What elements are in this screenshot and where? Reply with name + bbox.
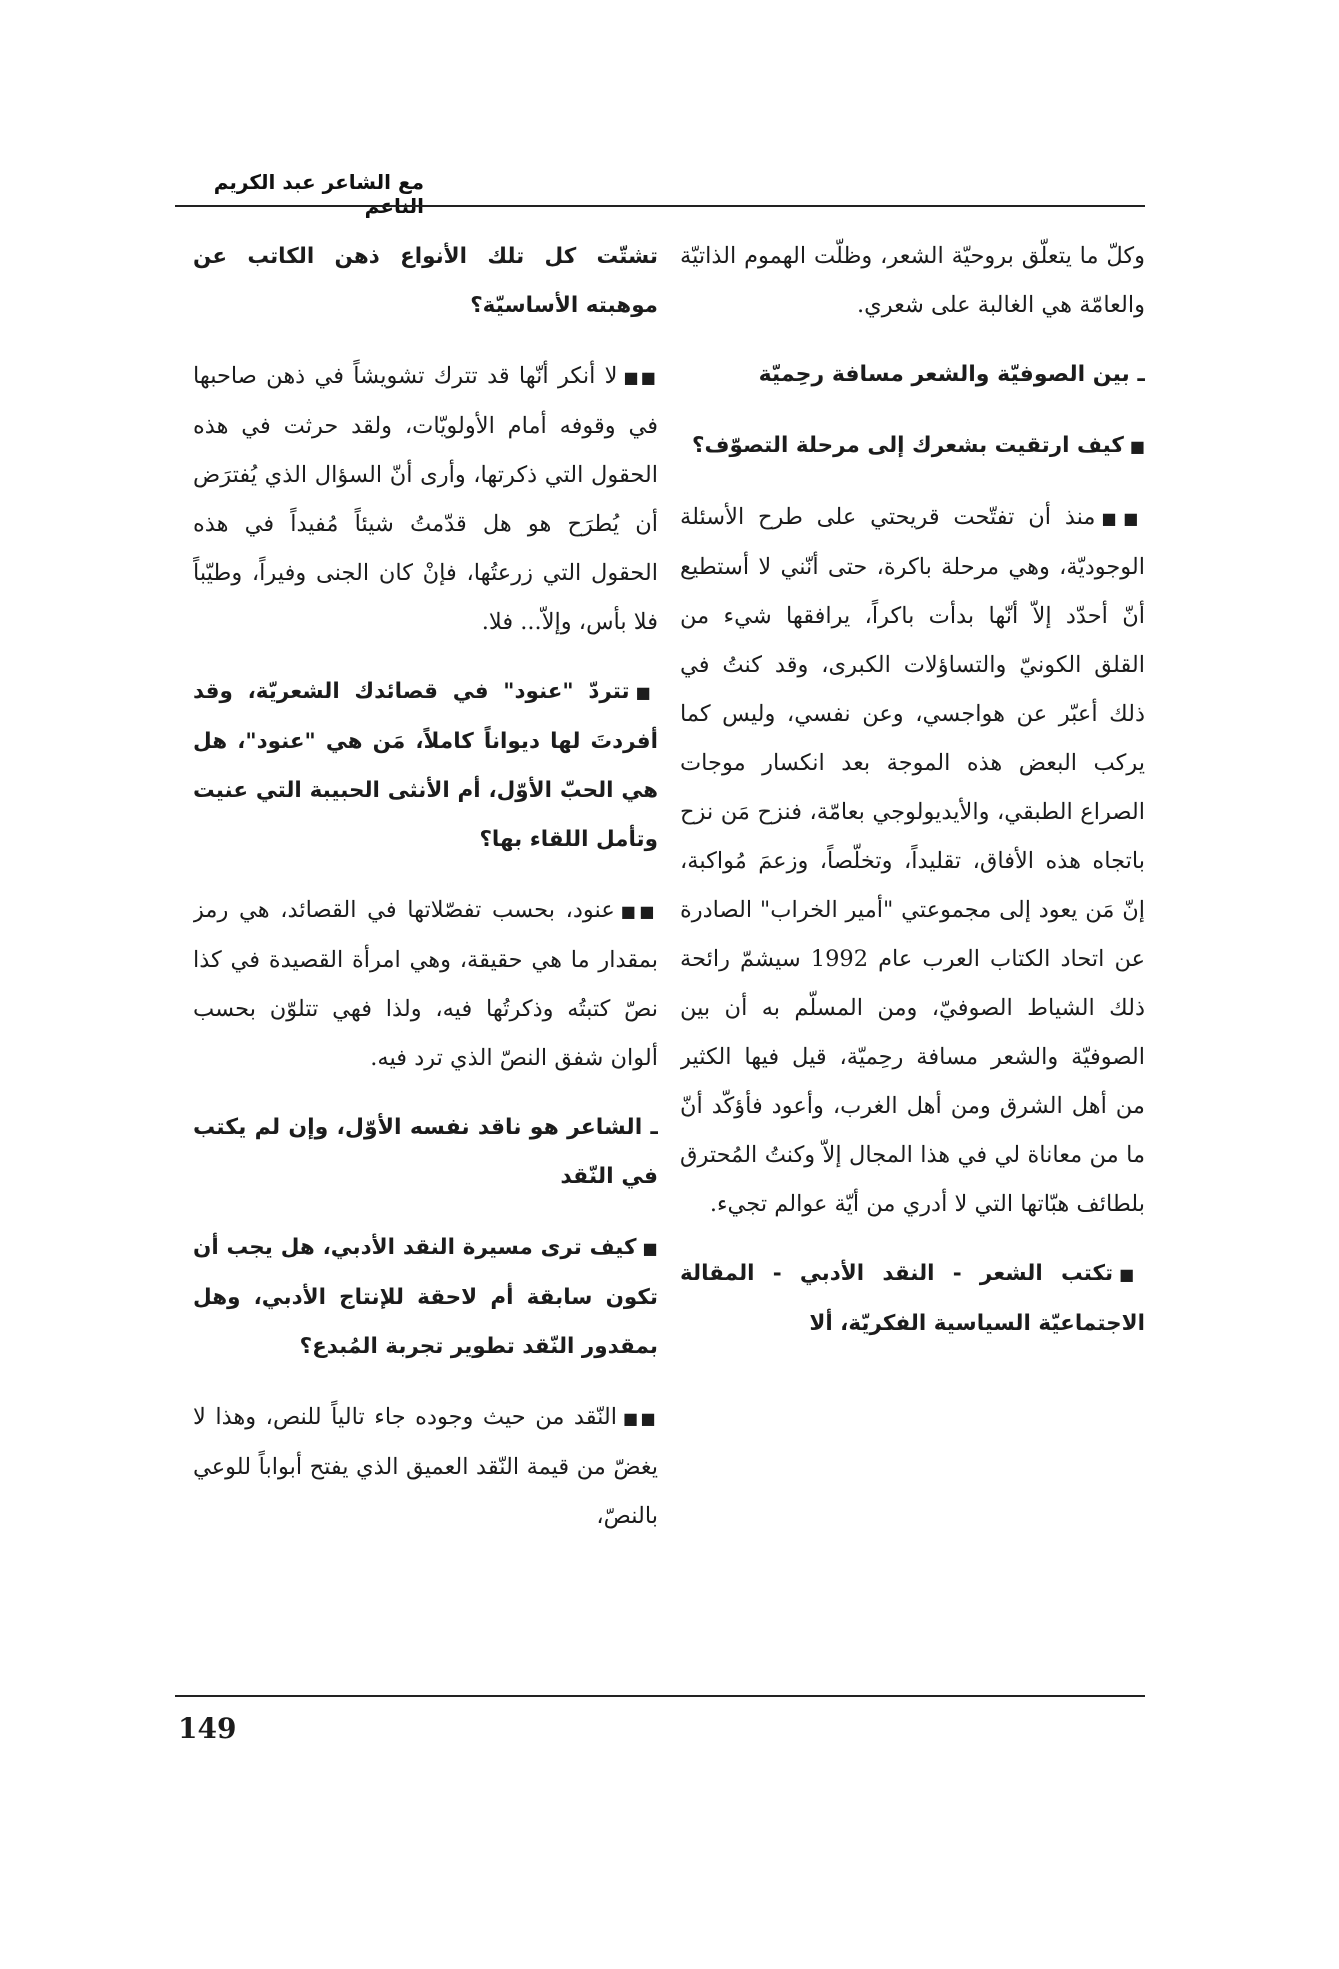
paragraph-text: وكلّ ما يتعلّق بروحيّة الشعر، وظلّت الهموم الذاتيّة والعامّة هي الغالبة على شعري. xyxy=(680,243,1145,318)
running-head: مع الشاعر عبد الكريم الناعم xyxy=(213,170,424,218)
paragraph-text: كيف ارتقيت بشعرك إلى مرحلة التصوّف؟ xyxy=(692,433,1124,458)
paragraph-text: لا أنكر أنّها قد تترك تشويشاً في ذهن صاحبها في وقوفه أمام الأولويّات، ولقد حرثت في هذه الحقول التي ذكرتها، وأرى أنّ السؤال الذي يُفترَض أن يُطرَح هو هل قدّمتُ شيئاً مُفيداً في هذه الحقول التي زرعتُها، فإنْ كان الجنى وفيراً، وطيّباً فلا بأس، وإلاّ... فلا. xyxy=(193,363,658,635)
paragraph-text: ـ الشاعر هو ناقد نفسه الأوّل، وإن لم يكتب في النّقد xyxy=(193,1115,658,1189)
section-heading xyxy=(680,350,1145,399)
square-bullet-icon: ■■ xyxy=(620,902,658,921)
interview-answer xyxy=(193,1393,658,1541)
interview-answer xyxy=(680,493,1145,1229)
paragraph-text: تشتّت كل تلك الأنواع ذهن الكاتب عن موهبته الأساسيّة؟ xyxy=(193,244,658,318)
footer-rule xyxy=(175,1695,1145,1697)
interview-question xyxy=(193,1223,658,1371)
interview-question xyxy=(680,421,1145,471)
square-bullet-icon: ■ xyxy=(1129,437,1145,456)
paragraph-text: عنود، بحسب تفصّلاتها في القصائد، هي رمز بمقدار ما هي حقيقة، وهي امرأة القصيدة في كذا نصّ كتبتُه وذكرتُها فيه، ولذا فهي تتلوّن بحسب ألوان شفق النصّ الذي ترد فيه. xyxy=(193,897,658,1071)
body-paragraph xyxy=(680,232,1145,330)
interview-question xyxy=(193,232,658,330)
interview-question xyxy=(680,1249,1145,1348)
page-number: 149 xyxy=(178,1712,237,1745)
interview-answer xyxy=(193,352,658,647)
interview-answer xyxy=(193,886,658,1083)
square-bullet-icon: ■■ xyxy=(623,1409,658,1428)
paragraph-text: تتردّ "عنود" في قصائدك الشعريّة، وقد أفردتَ لها ديواناً كاملاً، مَن هي "عنود"، هل هي الحبّ الأوّل، أم الأنثى الحبيبة التي عنيت وتأمل اللقاء بها؟ xyxy=(193,679,658,852)
square-bullet-icon: ■■ xyxy=(1101,509,1145,528)
paragraph-text: منذ أن تفتّحت قريحتي على طرح الأسئلة الوجوديّة، وهي مرحلة باكرة، حتى أنّني لا أستطيع أنّ أحدّد إلاّ أنّها بدأت باكراً، يرافقها شيء من القلق الكونيّ والتساؤلات الكبرى، وقد كنتُ في ذلك أعبّر عن هواجسي، وعن نفسي، وليس كما يركب البعض هذه الموجة بعد انكسار موجات الصراع الطبقي، والأيديولوجي بعامّة، فنزح مَن نزح باتجاه هذه الأفاق، تقليداً، وتخلّصاً، وزعمَ مُواكبة، إنّ مَن يعود إلى مجموعتي "أمير الخراب" الصادرة عن اتحاد الكتاب العرب عام 1992 سيشمّ رائحة ذلك الشياط الصوفيّ، ومن المسلّم به أن بين الصوفيّة والشعر مسافة رحِميّة، قيل فيها الكثير من أهل الشرق ومن أهل الغرب، وأعود فأؤكّد أنّ ما من معاناة لي في هذا المجال إلاّ وكنتُ المُحترق بلطائف هبّاتها التي لا أدري من أيّة عوالم تجيء. xyxy=(680,504,1145,1217)
paragraph-text: كيف ترى مسيرة النقد الأدبي، هل يجب أن تكون سابقة أم لاحقة للإنتاج الأدبي، وهل بمقدور النّقد تطوير تجربة المُبدع؟ xyxy=(193,1235,658,1359)
header-rule xyxy=(175,205,1145,207)
section-heading xyxy=(193,1103,658,1201)
interview-question xyxy=(193,667,658,864)
left-column xyxy=(193,232,658,1682)
square-bullet-icon: ■ xyxy=(642,1239,658,1258)
paragraph-text: النّقد من حيث وجوده جاء تالياً للنص، وهذا لا يغضّ من قيمة النّقد العميق الذي يفتح أبواباً للوعي بالنصّ، xyxy=(193,1404,658,1529)
square-bullet-icon: ■ xyxy=(1119,1265,1145,1284)
square-bullet-icon: ■■ xyxy=(623,368,658,387)
paragraph-text: تكتب الشعر - النقد الأدبي - المقالة الاجتماعيّة السياسية الفكريّة، ألا xyxy=(680,1261,1145,1336)
paragraph-text: ـ بين الصوفيّة والشعر مسافة رحِميّة xyxy=(758,362,1145,387)
right-column xyxy=(680,232,1145,1682)
square-bullet-icon: ■ xyxy=(635,683,658,702)
